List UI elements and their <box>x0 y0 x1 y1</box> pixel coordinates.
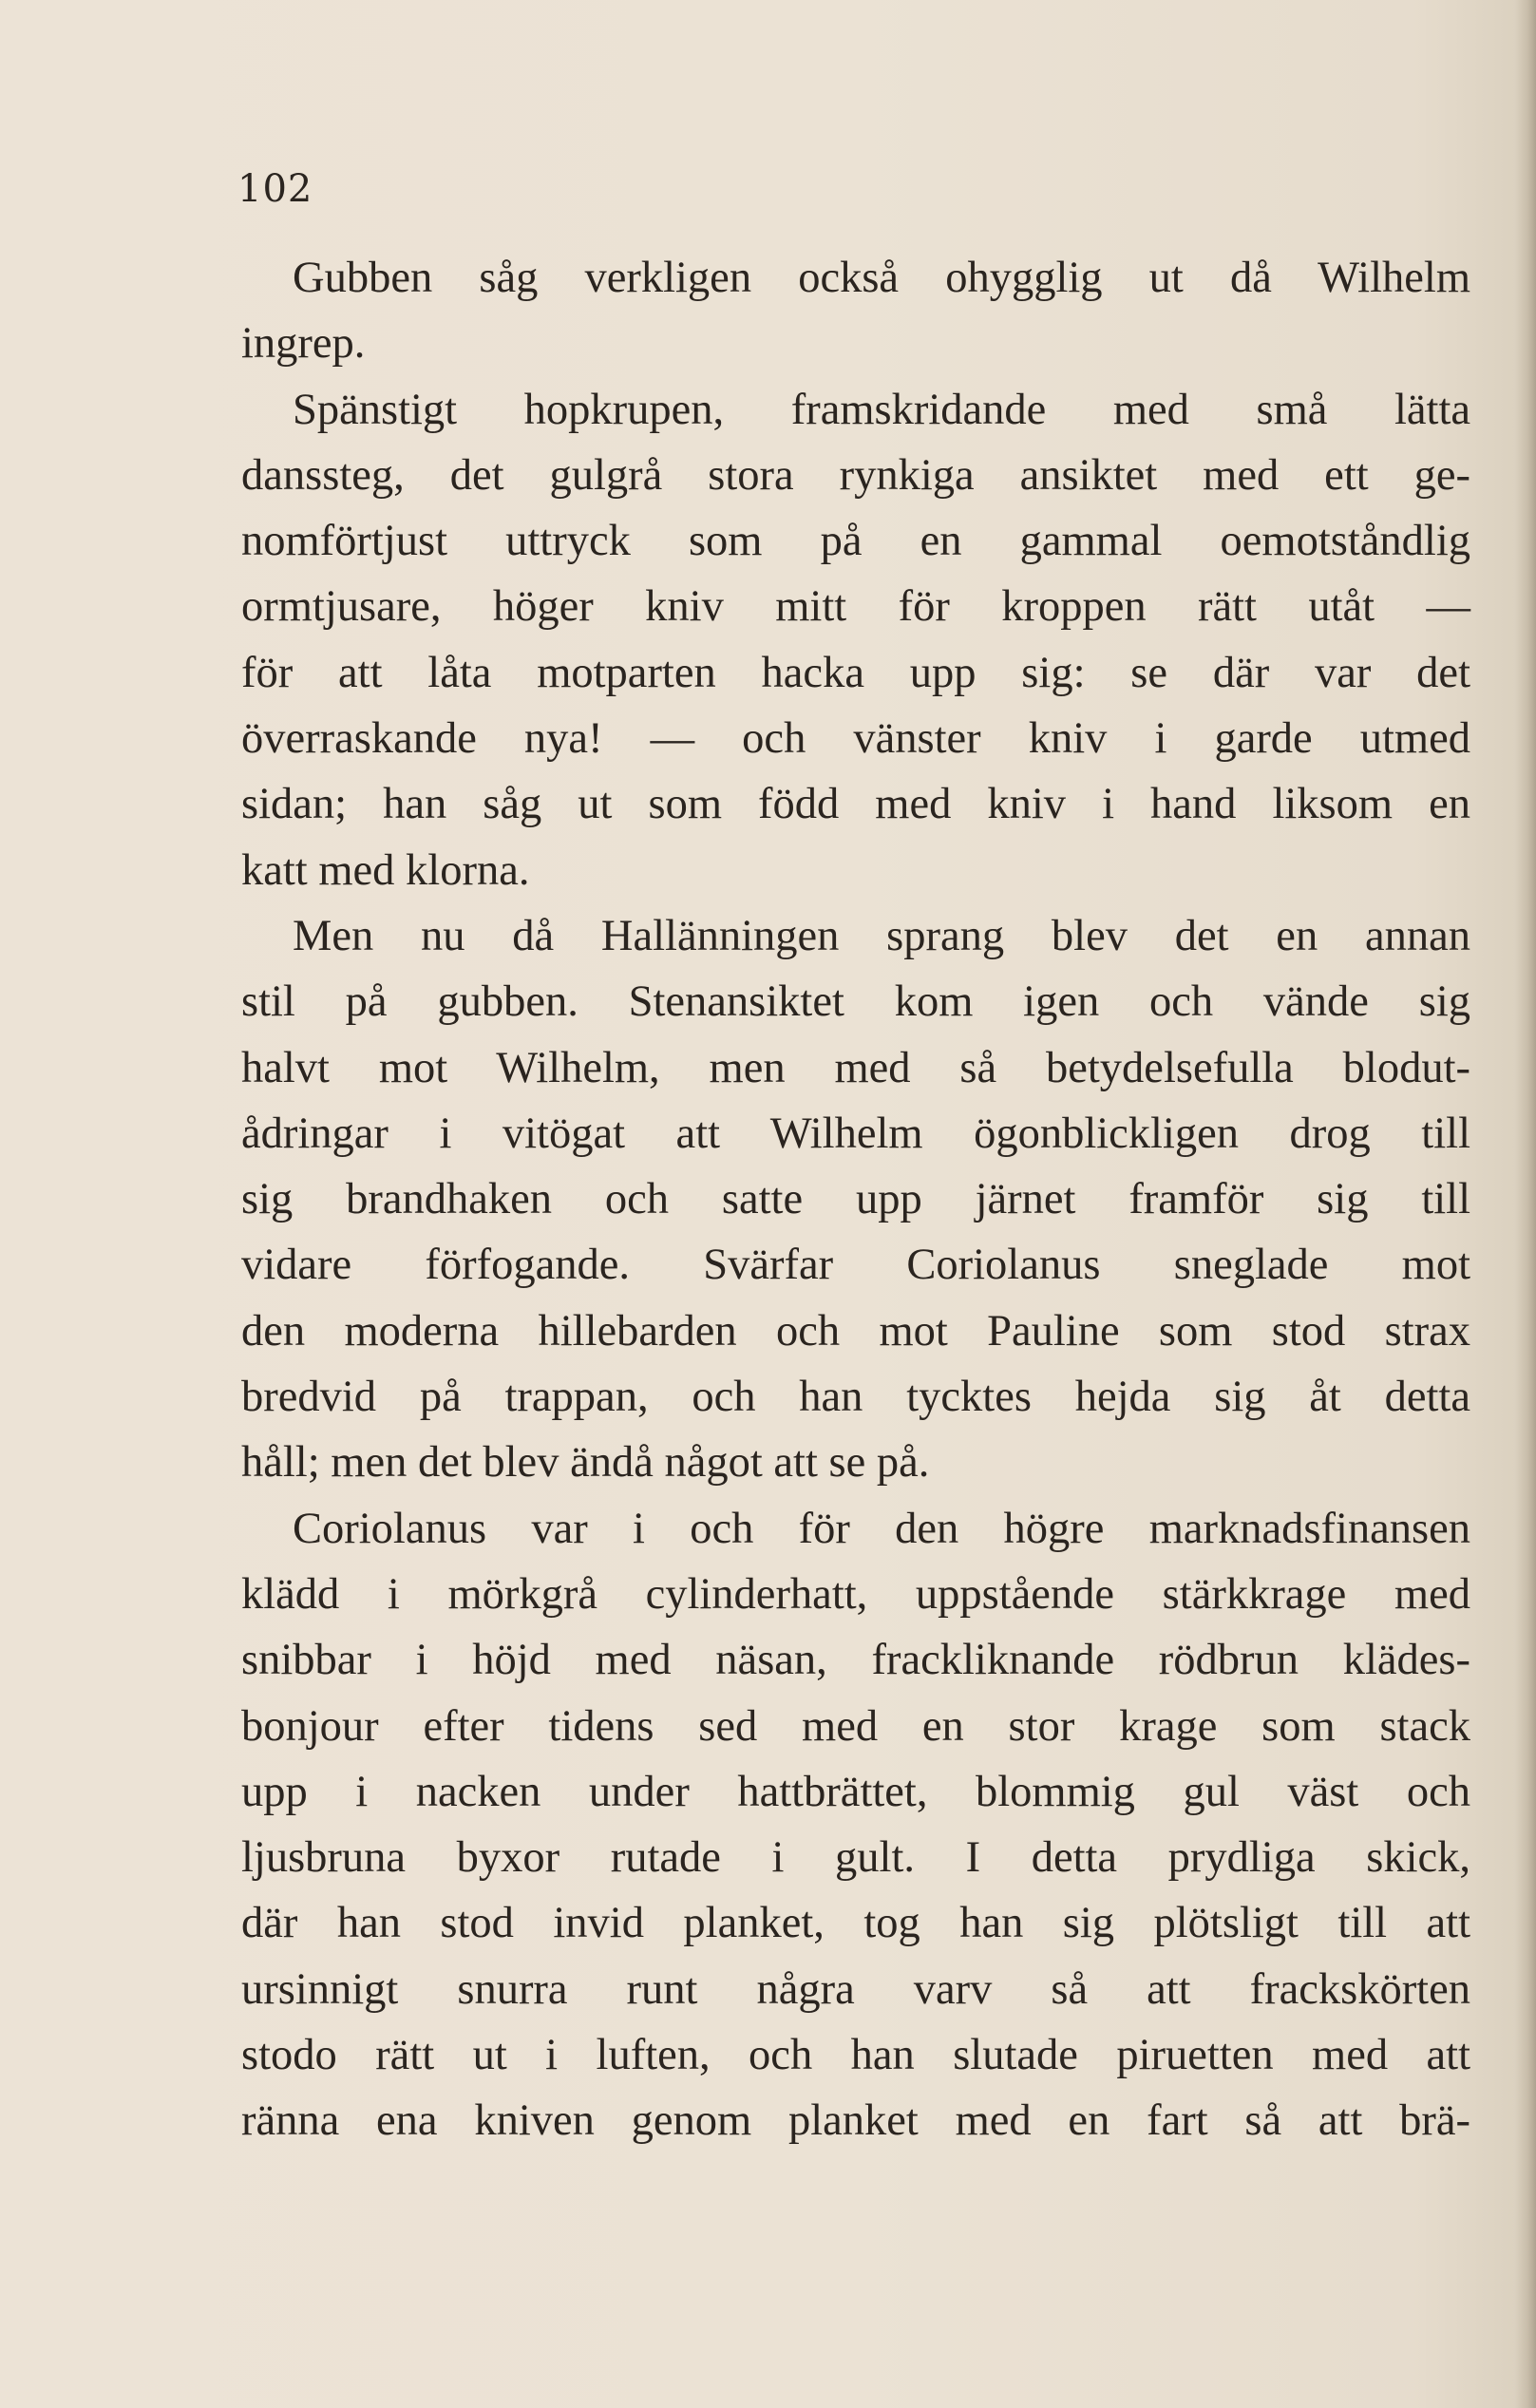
text-line: Coriolanus var i och för den högre marknadsfinansen <box>293 1504 1470 1553</box>
text-line: överraskande nya! — och vänster kniv i garde utmed <box>241 714 1470 764</box>
text-line: stodo rätt ut i luften, och han slutade piruetten med att <box>241 2031 1470 2080</box>
text-line: ränna ena kniven genom planket med en fart så att brä- <box>241 2096 1470 2146</box>
page-edge-shadow <box>1515 0 1536 2408</box>
text-line: nomförtjust uttryck som på en gammal oemotståndlig <box>241 517 1470 566</box>
text-line: halvt mot Wilhelm, men med så betydelsefulla blodut- <box>241 1043 1470 1092</box>
text-line: Spänstigt hopkrupen, framskridande med små lätta <box>293 385 1470 434</box>
text-line: för att låta motparten hacka upp sig: se där var det <box>241 648 1470 697</box>
text-line: upp i nacken under hattbrättet, blommig gul väst och <box>241 1767 1470 1816</box>
text-line: sidan; han såg ut som född med kniv i hand liksom en <box>241 780 1470 829</box>
text-line: ursinnigt snurra runt några varv så att frackskörten <box>241 1964 1470 2014</box>
text-line: danssteg, det gulgrå stora rynkiga ansiktet med ett ge- <box>241 450 1470 500</box>
text-line: klädd i mörkgrå cylinderhatt, uppstående stärkkrage med <box>241 1569 1470 1619</box>
page-number: 102 <box>237 167 313 211</box>
text-line: vidare förfogande. Svärfar Coriolanus sneglade mot <box>241 1241 1470 1290</box>
text-line: bonjour efter tidens sed med en stor krage som stack <box>241 1701 1470 1751</box>
body-text <box>241 245 1470 2154</box>
text-line: sig brandhaken och satte upp järnet framför sig till <box>241 1175 1470 1224</box>
text-line: katt med klorna. <box>241 845 530 895</box>
text-line: Gubben såg verkligen också ohygglig ut då Wilhelm <box>293 254 1470 302</box>
text-line: snibbar i höjd med näsan, frackliknande rödbrun klädes- <box>241 1636 1470 1685</box>
text-line: håll; men det blev ändå något att se på. <box>241 1438 930 1488</box>
text-line: bredvid på trappan, och han tycktes hejda sig åt detta <box>241 1373 1470 1422</box>
text-line: stil på gubben. Stenansiktet kom igen och vände sig <box>241 977 1470 1027</box>
text-line: ormtjusare, höger kniv mitt för kroppen rätt utåt — <box>241 582 1470 632</box>
text-line: den moderna hillebarden och mot Pauline som stod strax <box>241 1306 1470 1356</box>
text-line: Men nu då Hallänningen sprang blev det en annan <box>293 911 1470 960</box>
text-line: ådringar i vitögat att Wilhelm ögonblickligen drog till <box>241 1109 1470 1158</box>
text-line: ingrep. <box>241 319 366 369</box>
text-line: där han stod invid planket, tog han sig plötsligt till att <box>241 1899 1470 1948</box>
text-line: ljusbruna byxor rutade i gult. I detta prydliga skick, <box>241 1833 1470 1883</box>
